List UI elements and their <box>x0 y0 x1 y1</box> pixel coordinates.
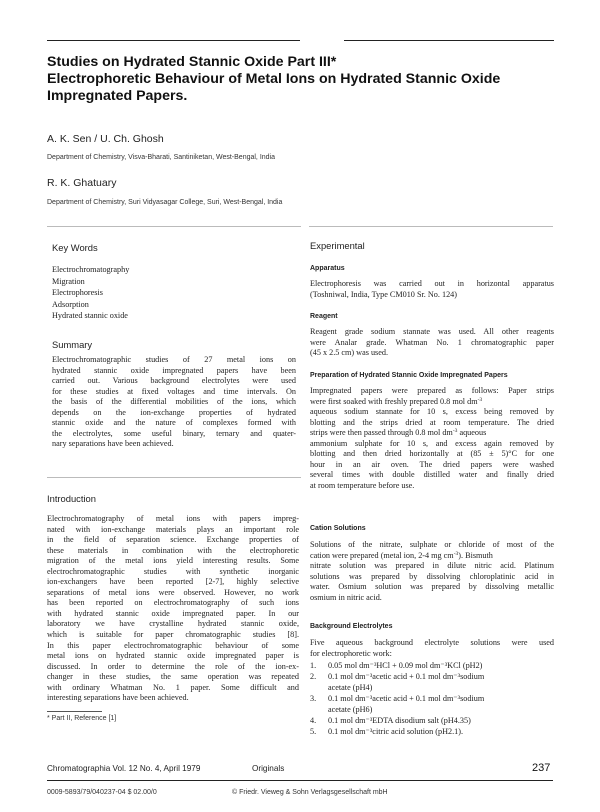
background-line: Five aqueous background electrolyte solutions were used <box>310 638 554 647</box>
summary-line: stannic oxide and the nature of complexes formed with <box>52 418 296 428</box>
key-word-item: Hydrated stannic oxide <box>52 311 128 321</box>
key-word-item: Electrophoresis <box>52 288 103 298</box>
intro-line: laboratory we have crystalline hydrated stannic oxide, <box>47 619 299 629</box>
intro-line: interesting separations have been achieved. <box>47 693 189 703</box>
intro-line: in the field of separation science. Exchange properties of <box>47 535 299 545</box>
intro-line: separations of metal ions were observed. However, no work <box>47 587 299 597</box>
electrolyte-num: 5. <box>310 727 317 736</box>
electrolyte-text: 0.1 mol dm⁻³EDTA disodium salt (pH4.35) <box>328 716 471 725</box>
prep-sup: -3 <box>477 396 483 403</box>
publisher: © Friedr. Vieweg & Sohn Verlagsgesellschaft mbH <box>232 789 388 796</box>
electrolyte-text-cont: acetate (pH4) <box>328 682 373 692</box>
electrolyte-text: 0.1 mol dm⁻³acetic acid + 0.1 mol dm⁻³sodium <box>328 672 485 681</box>
prep-line: hour in an air oven. The dried papers were washed <box>310 459 554 469</box>
apparatus-heading: Apparatus <box>310 265 345 272</box>
cation-line: water. Osmium solution was prepared by dissolving metallic <box>310 582 554 592</box>
introduction-paragraph <box>47 514 299 704</box>
intro-line: migration of the metal ions yield interesting results. Some <box>47 556 299 566</box>
header-rule-left <box>47 40 300 41</box>
intro-line: ion-exchangers have been reported [2-7], highly selective <box>47 577 299 587</box>
column-rule-left <box>47 226 301 227</box>
electrolyte-num: 1. <box>310 661 317 670</box>
author-affiliation-1: Department of Chemistry, Visva-Bharati, Santiniketan, West-Bengal, India <box>47 154 275 161</box>
reagent-line: were Analar grade. Whatman No. 1 chromatographic paper <box>310 337 554 347</box>
title-line-1: Studies on Hydrated Stannic Oxide Part III* <box>47 54 337 70</box>
cation-line: solutions was prepared by dissolving chloroplatinic acid in <box>310 571 554 581</box>
intro-rule <box>47 477 301 478</box>
intro-line: has been reported on electrochromatography of such ions <box>47 598 299 608</box>
footnote: * Part II, Reference [1] <box>47 715 117 722</box>
header-rule-right <box>344 40 554 41</box>
intro-line: electrochromatographic studies with synthetic inorganic <box>47 566 299 576</box>
summary-line: carried out. Various background electrolytes were used <box>52 376 296 386</box>
prep-line: several times with double distilled water and finally dried <box>310 470 554 480</box>
electrolyte-num: 3. <box>310 694 317 703</box>
preparation-heading: Preparation of Hydrated Stannic Oxide Impregnated Papers <box>310 372 508 379</box>
cation-heading: Cation Solutions <box>310 525 366 532</box>
prep-line: blotting and then dried horizontally at (85 ± 5)°C for one <box>310 449 554 459</box>
intro-line: changer in these studies, the same operation was repeated <box>47 672 299 682</box>
cation-line-tail: ). Bismuth <box>458 550 493 560</box>
title-line-2: Electrophoretic Behaviour of Metal Ions on Hydrated Stannic Oxide <box>47 71 501 87</box>
intro-line: Electrochromatography of metal ions with papers impreg- <box>47 514 299 523</box>
intro-line: metal ions on hydrated stannic oxide impregnated paper is <box>47 651 299 661</box>
intro-line: these materials in combination with the electrophoretic <box>47 545 299 555</box>
cation-paragraph <box>310 540 554 603</box>
prep-line <box>310 397 554 408</box>
key-words-heading: Key Words <box>52 242 98 253</box>
reagent-line: (45 x 2.5 cm) was used. <box>310 348 388 358</box>
prep-line: Impregnated papers were prepared as follows: Paper strips <box>310 386 554 395</box>
page-number: 237 <box>532 762 551 774</box>
prep-line <box>310 428 554 439</box>
summary-heading: Summary <box>52 339 93 350</box>
author-names-1: A. K. Sen / U. Ch. Ghosh <box>47 133 164 145</box>
article-code: 0009-5893/79/040237-04 $ 02.00/0 <box>47 789 157 796</box>
apparatus-line: Electrophoresis was carried out in horizontal apparatus <box>310 279 554 288</box>
author-affiliation-2: Department of Chemistry, Suri Vidyasagar College, Suri, West-Bengal, India <box>47 199 283 206</box>
electrolyte-text: 0.05 mol dm⁻³HCl + 0.09 mol dm⁻³KCl (pH2) <box>328 661 483 670</box>
apparatus-paragraph <box>310 279 554 300</box>
prep-line-tail: aqueous <box>457 428 487 438</box>
prep-line: ammonium sulphate for 10 s, and excess again removed by <box>310 438 554 448</box>
background-paragraph <box>310 638 554 659</box>
prep-line: blotting and the strips dried at room temperature. The dried <box>310 417 554 427</box>
article-title <box>47 54 500 105</box>
reagent-line: Reagent grade sodium stannate was used. All other reagents <box>310 327 554 336</box>
key-word-item: Migration <box>52 276 85 286</box>
intro-line: In this paper electrochromatographic behaviour of some <box>47 640 299 650</box>
apparatus-line: (Toshniwal, India, Type CM010 Sr. No. 124) <box>310 289 457 299</box>
experimental-heading: Experimental <box>310 240 365 251</box>
footnote-rule <box>47 711 102 712</box>
background-line: for electrophoretic work: <box>310 648 392 658</box>
summary-paragraph <box>52 355 296 450</box>
intro-line: with ordinary Whatman No. 1 paper. Some difficult and <box>47 682 299 692</box>
reagent-paragraph <box>310 327 554 359</box>
intro-line: with hydrated stannic oxide impregnated paper. In our <box>47 608 299 618</box>
prep-line-text: were first soaked with freshly prepared 0.8 mol dm <box>310 396 478 406</box>
author-names-2: R. K. Ghatuary <box>47 177 117 189</box>
electrolyte-list <box>310 661 554 741</box>
intro-line: discussed. In order to determine the role of the ion-ex- <box>47 661 299 671</box>
cation-sup: -3 <box>453 550 459 557</box>
prep-line-text: strips were then passed through 0.8 mol dm <box>310 428 453 438</box>
column-rule-right <box>309 226 553 227</box>
summary-line: hydrated stannic oxide impregnated papers have been <box>52 365 296 375</box>
key-words-list <box>52 264 129 322</box>
title-line-3: Impregnated Papers. <box>47 88 188 104</box>
cation-line <box>310 551 554 562</box>
preparation-paragraph <box>310 386 554 491</box>
reagent-heading: Reagent <box>310 313 338 320</box>
summary-line: Electrochromatographic studies of 27 metal ions on <box>52 355 296 364</box>
electrolyte-num: 2. <box>310 672 317 681</box>
cation-line: nitrate solution was prepared in dilute nitric acid. Platinum <box>310 561 554 571</box>
background-heading: Background Electrolytes <box>310 623 393 630</box>
key-word-item: Adsorption <box>52 299 89 309</box>
prep-line: aqueous sodium stannate for 10 s, excess being removed by <box>310 407 554 417</box>
electrolyte-text: 0.1 mol dm⁻³citric acid solution (pH2.1). <box>328 727 464 736</box>
summary-line: for these studies at fixed voltages and time intervals. On <box>52 386 296 396</box>
footer-rule <box>47 780 553 781</box>
electrolyte-text: 0.1 mol dm⁻³acetic acid + 0.1 mol dm⁻³sodium <box>328 694 485 703</box>
cation-line: osmium in nitric acid. <box>310 592 382 602</box>
introduction-heading: Introduction <box>47 493 96 504</box>
section-type: Originals <box>252 764 285 773</box>
intro-line: which is suitable for paper chromatographic studies [8]. <box>47 630 299 640</box>
cation-line-text: cation were prepared (metal ion, 2-4 mg cm <box>310 550 454 560</box>
prep-line: at room temperature before use. <box>310 480 415 490</box>
summary-line: nary separations have been achieved. <box>52 439 174 449</box>
electrolyte-text-cont: acetate (pH6) <box>328 704 373 714</box>
journal-citation: Chromatographia Vol. 12 No. 4, April 1979 <box>47 764 201 773</box>
summary-line: the electrolytes, some useful binary, ternary and quater- <box>52 428 296 438</box>
key-word-item: Electrochromatography <box>52 265 130 274</box>
electrolyte-num: 4. <box>310 716 317 725</box>
summary-line: the basis of the differential mobilities of the ions, which <box>52 397 296 407</box>
intro-line: nated with ion-exchange materials plays an important role <box>47 524 299 534</box>
prep-sup: -3 <box>452 428 458 435</box>
cation-line: Solutions of the nitrate, sulphate or chloride of most of the <box>310 540 554 549</box>
summary-line: depends on the ion-exchange properties of hydrated <box>52 407 296 417</box>
